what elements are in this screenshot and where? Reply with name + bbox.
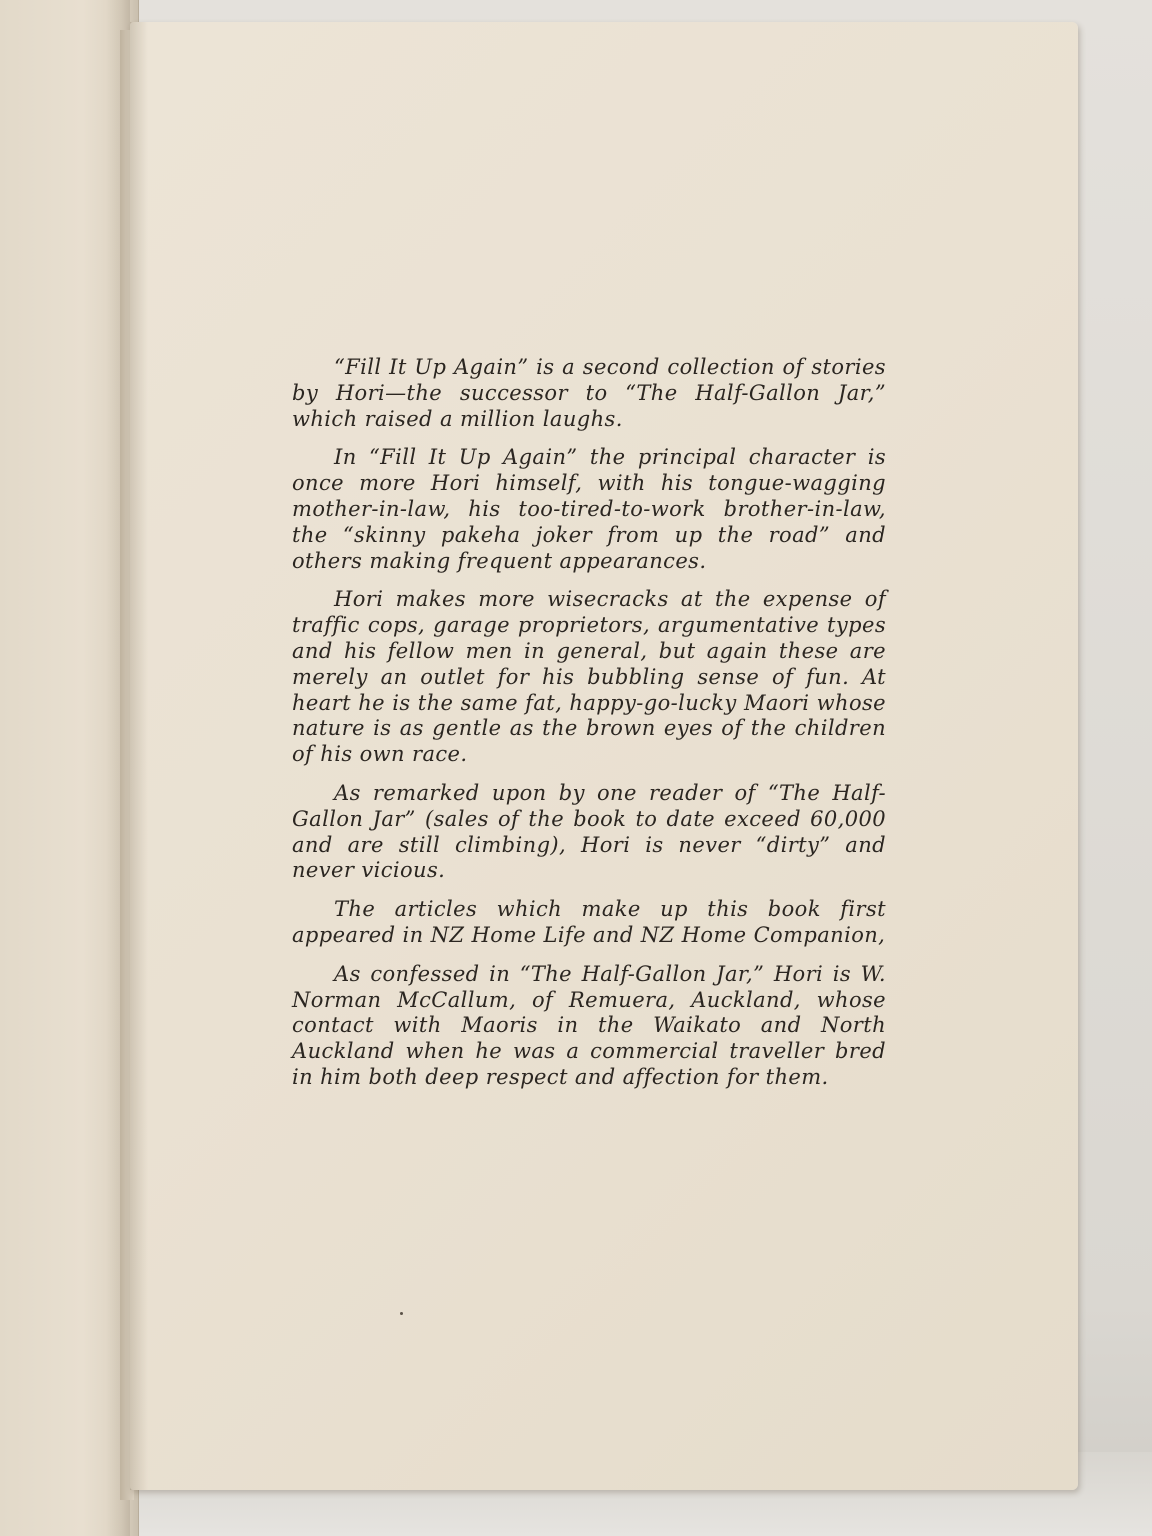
left-page <box>0 0 139 1536</box>
paragraph-5: The articles which make up this book first appeared in NZ Home Life and NZ Home Companion, <box>292 897 886 947</box>
right-page <box>130 22 1078 1490</box>
paper-speck <box>400 1312 403 1315</box>
blurb-text <box>292 355 886 1104</box>
paragraph-2: In “Fill It Up Again” the principal character is once more Hori himself, with his tongue-wagging mother-in-law, his too-tired-to-work brother-in-law, the “skinny pakeha joker from up the road” and others making frequent appearances. <box>292 445 886 573</box>
paragraph-1: “Fill It Up Again” is a second collection of stories by Hori—the successor to “The Half-Gallon Jar,” which raised a million laughs. <box>292 355 886 431</box>
paragraph-4: As remarked upon by one reader of “The Half-Gallon Jar” (sales of the book to date exceed 60,000 and are still climbing), Hori is never “dirty” and never vicious. <box>292 780 886 883</box>
paragraph-3: Hori makes more wisecracks at the expense of traffic cops, garage proprietors, argumentative types and his fellow men in general, but again these are merely an outlet for his bubbling sense of fun. At heart he is the same fat, happy-go-lucky Maori whose nature is as gentle as the brown eyes of the children of his own race. <box>292 587 886 767</box>
paragraph-6: As confessed in “The Half-Gallon Jar,” Hori is W. Norman McCallum, of Remuera, Auckland, whose contact with Maoris in the Waikato and North Auckland when he was a commercial traveller bred in him both deep respect and affection for them. <box>292 961 886 1089</box>
page-gutter-shadow <box>130 22 148 1490</box>
